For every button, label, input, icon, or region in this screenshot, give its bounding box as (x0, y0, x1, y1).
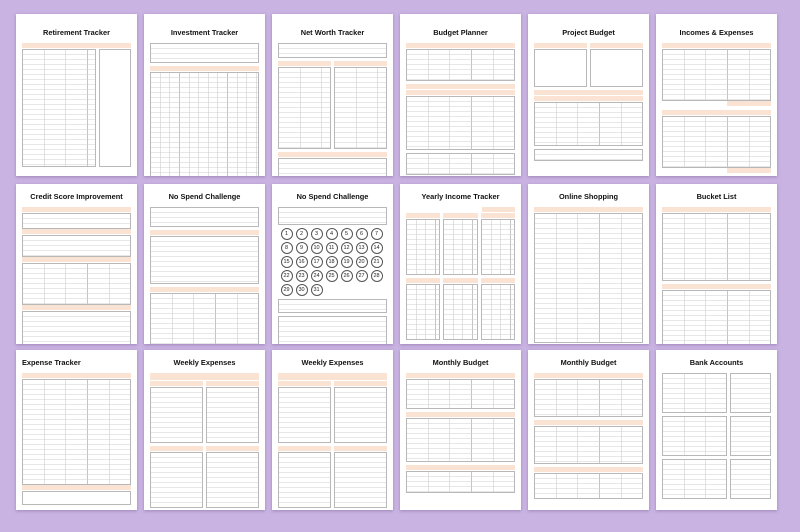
expenses-table (406, 418, 515, 462)
savings-table (406, 471, 515, 493)
sheet-weekly-expenses-2 (272, 350, 393, 510)
sheet-no-spend-challenge-1 (144, 184, 265, 344)
sheet-title: Bucket List (696, 192, 737, 201)
expenses-table (662, 116, 771, 168)
sheet-title: No Spend Challenge (168, 192, 241, 201)
sheet-monthly-budget-2 (528, 350, 649, 510)
sheet-title: Project Budget (562, 28, 615, 37)
table-header (22, 43, 131, 48)
day-circle: 6 (356, 228, 368, 240)
day-circle: 11 (326, 242, 338, 254)
day-circle: 12 (341, 242, 353, 254)
retirement-table (22, 49, 96, 167)
sheet-incomes-expenses (656, 14, 777, 176)
sheet-bucket-list (656, 184, 777, 344)
day-circle: 30 (296, 284, 308, 296)
expense-table (22, 379, 131, 485)
day-circle: 18 (326, 256, 338, 268)
sheet-title: Net Worth Tracker (300, 28, 365, 37)
day-circle: 5 (341, 228, 353, 240)
sheet-title: Retirement Tracker (43, 28, 110, 37)
day-circle: 9 (296, 242, 308, 254)
investment-table (150, 72, 259, 176)
rules-box (150, 236, 259, 284)
notes-box (99, 49, 131, 167)
day-circle: 21 (371, 256, 383, 268)
sheet-title: No Spend Challenge (296, 192, 369, 201)
sheet-retirement-tracker (16, 14, 137, 176)
day-circle: 16 (296, 256, 308, 268)
sheet-title: Incomes & Expenses (679, 28, 754, 37)
day-circle: 14 (371, 242, 383, 254)
notes-box (278, 158, 387, 176)
bucket-list-progress (662, 290, 771, 344)
day-circle: 25 (326, 270, 338, 282)
account-1 (662, 373, 727, 413)
sheet-title: Bank Accounts (689, 358, 744, 367)
day-circle: 27 (356, 270, 368, 282)
day-circle: 17 (311, 256, 323, 268)
day-circle: 20 (356, 256, 368, 268)
day-circle: 2 (296, 228, 308, 240)
bucket-list-table (662, 213, 771, 281)
day-tracker (278, 228, 387, 296)
totals-table (406, 153, 515, 175)
assets-table (278, 67, 331, 149)
day-circle: 29 (281, 284, 293, 296)
sheet-yearly-income-tracker (400, 184, 521, 344)
sheet-title: Monthly Budget (560, 358, 617, 367)
sheet-net-worth-tracker (272, 14, 393, 176)
summary-lines (278, 299, 387, 313)
day-circle: 19 (341, 256, 353, 268)
sheet-title: Investment Tracker (170, 28, 239, 37)
day-circle: 23 (296, 270, 308, 282)
day-circle: 3 (311, 228, 323, 240)
account-3 (662, 459, 727, 499)
day-circle: 15 (281, 256, 293, 268)
day-circle: 4 (326, 228, 338, 240)
day-circle: 13 (356, 242, 368, 254)
summary-table (534, 473, 643, 499)
month-box (590, 49, 643, 87)
sheet-investment-tracker (144, 14, 265, 176)
total-row (534, 149, 643, 161)
income-streams-table (406, 49, 515, 81)
shopping-table (534, 213, 643, 343)
net-worth-info (278, 43, 387, 58)
investment-info (150, 43, 259, 63)
sheet-title: Online Shopping (558, 192, 619, 201)
account-2 (662, 416, 727, 456)
exceptions-table (150, 293, 259, 344)
sheet-title: Credit Score Improvement (30, 192, 123, 201)
notes-box (22, 311, 131, 344)
notes-box (278, 316, 387, 344)
income-table (406, 379, 515, 409)
sheet-bank-accounts (656, 350, 777, 510)
day-circle: 8 (281, 242, 293, 254)
table-header (150, 66, 259, 71)
day-circle: 24 (311, 270, 323, 282)
project-task-table (534, 102, 643, 146)
day-circle: 7 (371, 228, 383, 240)
sheet-title: Weekly Expenses (301, 358, 364, 367)
sheet-expense-tracker (16, 350, 137, 510)
sheet-monthly-budget-1 (400, 350, 521, 510)
sheet-no-spend-challenge-2 (272, 184, 393, 344)
expenses-table (406, 96, 515, 150)
challenge-info (278, 207, 387, 225)
sheet-title: Monthly Budget (432, 358, 489, 367)
income-table (534, 379, 643, 417)
sheet-title: Expense Tracker (22, 358, 81, 367)
day-circle: 10 (311, 242, 323, 254)
sheet-title: Budget Planner (433, 28, 488, 37)
action-steps-table (22, 263, 131, 305)
challenge-info (150, 207, 259, 227)
day-circle: 22 (281, 270, 293, 282)
day-circle: 1 (281, 228, 293, 240)
sheet-online-shopping (528, 184, 649, 344)
sheet-credit-score-improvement (16, 184, 137, 344)
goals-box (534, 49, 587, 87)
incomes-table (662, 49, 771, 101)
expenses-table (534, 426, 643, 464)
day-circle: 28 (371, 270, 383, 282)
sheet-title: Weekly Expenses (173, 358, 236, 367)
priorities-box (22, 235, 131, 257)
sheet-weekly-expenses-1 (144, 350, 265, 510)
day-circle: 31 (311, 284, 323, 296)
sheet-budget-planner (400, 14, 521, 176)
sheet-title: Yearly Income Tracker (421, 192, 500, 201)
day-circle: 26 (341, 270, 353, 282)
notes-box (22, 491, 131, 505)
credit-score-info (22, 213, 131, 229)
sheet-project-budget (528, 14, 649, 176)
liabilities-table (334, 67, 387, 149)
